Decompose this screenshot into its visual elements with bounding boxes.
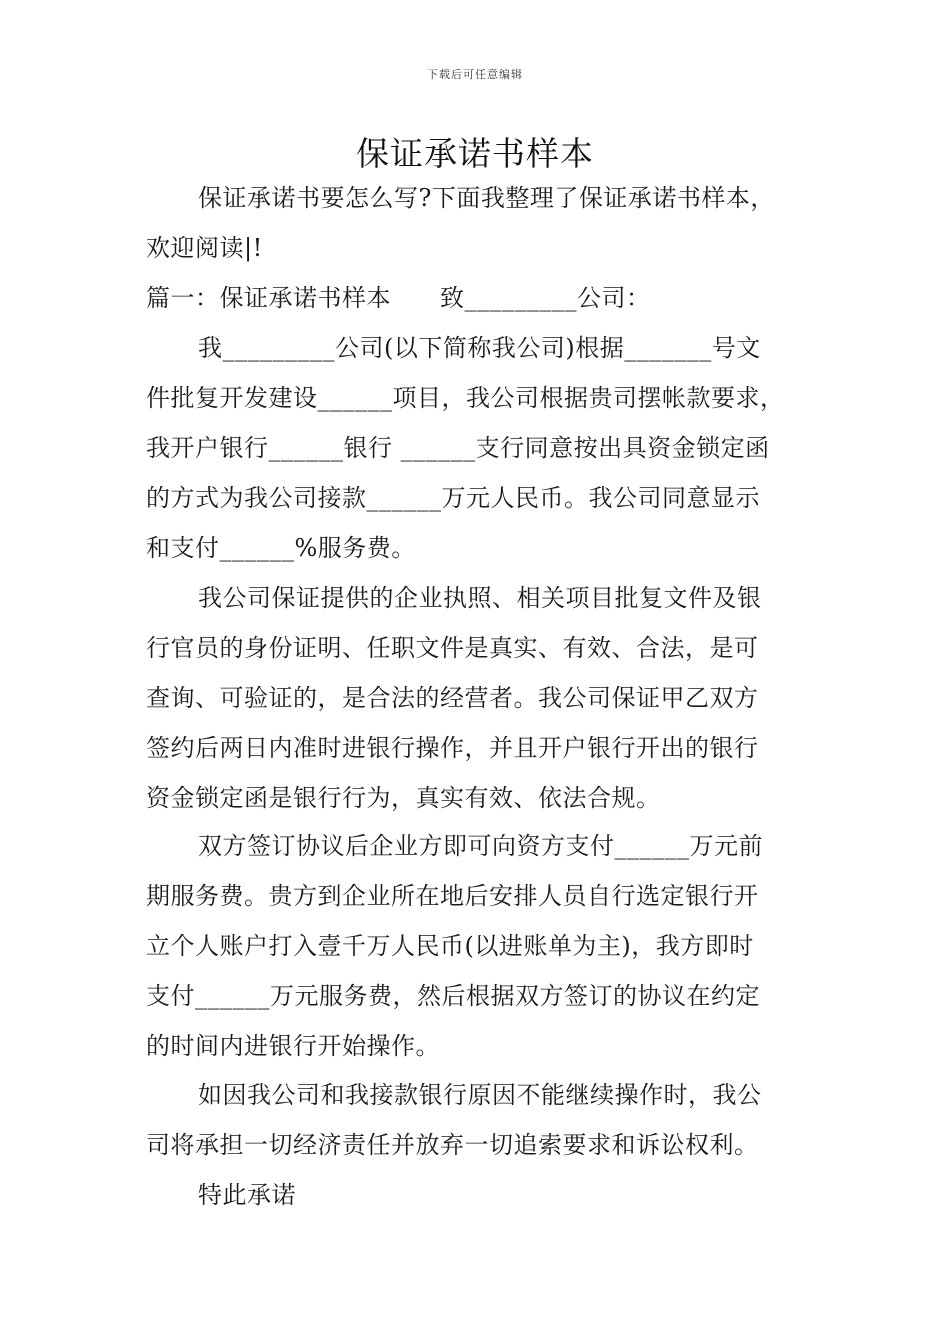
paragraph-4 [146, 1070, 810, 1170]
text-line: 签约后两日内准时进银行操作，并且开户银行开出的银行 [146, 734, 759, 762]
text-line: 保证承诺书要怎么写?下面我整理了保证承诺书样本， [198, 184, 775, 212]
closing-text [146, 1170, 810, 1220]
text-line: 我公司保证提供的企业执照、相关项目批复文件及银 [198, 584, 762, 612]
text-line: 特此承诺 [198, 1181, 296, 1209]
document-title: 保证承诺书样本 [356, 134, 594, 173]
text-line: 欢迎阅读|! [146, 234, 263, 262]
text-line: 我开户银行______银行 ______支行同意按出具资金锁定函 [146, 434, 770, 462]
text-line: 司将承担一切经济责任并放弃一切追索要求和诉讼权利。 [146, 1131, 759, 1159]
text-line: 资金锁定函是银行行为，真实有效、依法合规。 [146, 784, 661, 812]
text-line: 件批复开发建设______项目，我公司根据贵司摆帐款要求， [146, 384, 785, 412]
paragraph-1 [146, 323, 810, 573]
text-line: 行官员的身份证明、任职文件是真实、有效、合法，是可 [146, 634, 759, 662]
text-line: 的方式为我公司接款______万元人民币。我公司同意显示 [146, 484, 760, 512]
intro-paragraph [146, 173, 810, 273]
section-heading [146, 273, 810, 323]
text-line: 如因我公司和我接款银行原因不能继续操作时，我公 [198, 1081, 762, 1109]
header-note: 下载后可任意编辑 [427, 68, 523, 81]
text-line: 篇一：保证承诺书样本 致_________公司： [146, 284, 651, 312]
paragraph-3 [146, 821, 810, 1071]
text-line: 查询、可验证的，是合法的经营者。我公司保证甲乙双方 [146, 684, 759, 712]
text-line: 我_________公司(以下简称我公司)根据_______号文 [198, 334, 761, 362]
text-line: 和支付______%服务费。 [146, 534, 416, 562]
text-line: 期服务费。贵方到企业所在地后安排人员自行选定银行开 [146, 882, 759, 910]
text-line: 双方签订协议后企业方即可向资方支付______万元前 [198, 832, 763, 860]
text-line: 立个人账户打入壹千万人民币(以进账单为主)，我方即时 [146, 932, 754, 960]
paragraph-2 [146, 573, 810, 823]
text-line: 支付______万元服务费，然后根据双方签订的协议在约定 [146, 982, 760, 1010]
text-line: 的时间内进银行开始操作。 [146, 1032, 440, 1060]
